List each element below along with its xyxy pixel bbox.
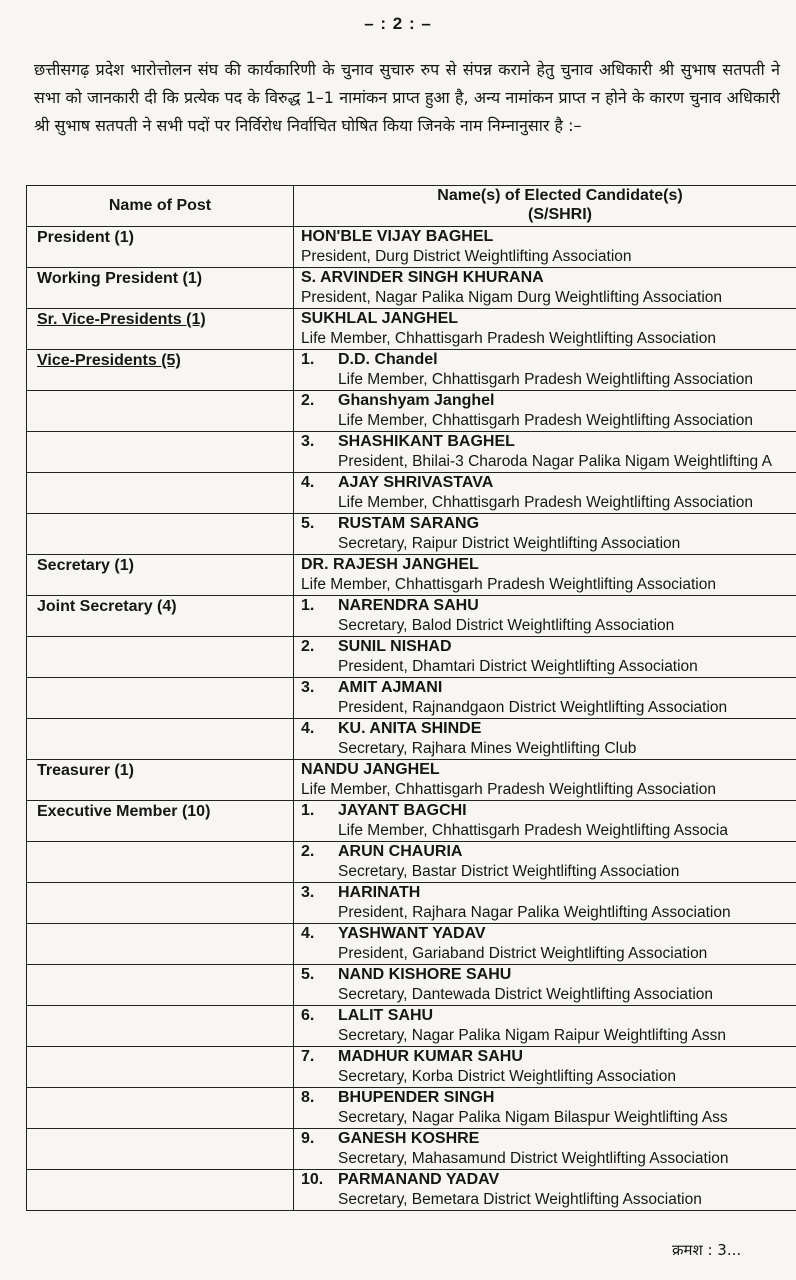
candidate-name: SUKHLAL JANGHEL [301,310,459,327]
candidate-name: NANDU JANGHEL [301,761,440,778]
table-row [27,719,796,760]
table-row [27,473,796,514]
post-cell [27,760,294,801]
candidate-name: HON'BLE VIJAY BAGHEL [301,228,494,245]
table-row [27,842,796,883]
post-cell [27,842,294,883]
header-candidates-line1: Name(s) of Elected Candidate(s) [437,187,683,204]
candidate-name: ARUN CHAURIA [338,843,463,860]
table-row [27,596,796,637]
candidate-name-line [301,719,796,739]
candidate-cell [294,760,796,801]
candidate-name-line [301,1129,796,1149]
candidate-name: MADHUR KUMAR SAHU [338,1048,523,1065]
candidate-designation: Secretary, Bemetara District Weightlifting Association [338,1191,702,1208]
candidate-number: 5. [301,515,315,532]
post-name: Sr. Vice-Presidents (1) [37,311,206,328]
post-name: Working President (1) [37,270,203,287]
table-row [27,760,796,801]
candidate-designation: Life Member, Chhattisgarh Pradesh Weightlifting Association [338,371,753,388]
candidate-cell [294,842,796,883]
post-cell [27,1006,294,1047]
candidate-cell [294,350,796,391]
candidate-name-line [301,555,796,575]
candidate-designation: Secretary, Dantewada District Weightlifting Association [338,986,714,1003]
post-cell [27,555,294,596]
candidate-name-line [301,1088,796,1108]
candidate-number: 3. [301,433,315,450]
intro-paragraph: छत्तीसगढ़ प्रदेश भारोत्तोलन संघ की कार्यकारिणी के चुनाव सुचारु रुप से संपन्न कराने हेतु चुनाव अधिकारी श्री सुभाष सतपती ने सभा को जानकारी दी कि प्रत्येक पद के विरुद्ध 1–1 नामांकन प्राप्त हुआ है, अन्य नामांकन प्राप्त न होने के कारण चुनाव अधिकारी श्री सुभाष सतपती ने सभी पदों पर निर्विरोध निर्वाचित घोषित किया जिनके नाम निम्नानुसार है :– [34,60,780,135]
candidate-designation: Life Member, Chhattisgarh Pradesh Weightlifting Association [301,781,716,798]
candidate-number: 1. [301,597,315,614]
candidate-name-line [301,801,796,821]
candidate-designation: President, Rajhara Nagar Palika Weightlifting Association [338,904,731,921]
candidate-cell [294,1006,796,1047]
candidate-name: SHASHIKANT BAGHEL [338,433,515,450]
candidate-number: 2. [301,392,315,409]
candidate-name: Ghanshyam Janghel [338,392,495,409]
post-cell [27,514,294,555]
candidate-number: 3. [301,884,315,901]
candidate-cell [294,391,796,432]
candidate-name: AJAY SHRIVASTAVA [338,474,494,491]
candidate-name-line [301,432,796,452]
candidate-name-line [301,637,796,657]
elected-candidates-table [26,185,796,1211]
candidate-designation: President, Bhilai-3 Charoda Nagar Palika Nigam Weightlifting A [338,453,772,470]
candidate-cell [294,432,796,473]
candidate-designation: Life Member, Chhattisgarh Pradesh Weightlifting Association [301,576,716,593]
candidate-designation: President, Gariaband District Weightlifting Association [338,945,708,962]
candidate-designation: President, Nagar Palika Nigam Durg Weightlifting Association [301,289,722,306]
header-name-of-post: Name of Post [27,186,294,227]
post-name: Vice-Presidents (5) [37,352,181,369]
candidate-name: NAND KISHORE SAHU [338,966,512,983]
candidate-cell [294,801,796,842]
post-name: Secretary (1) [37,557,134,574]
post-cell [27,309,294,350]
post-cell [27,1088,294,1129]
post-cell [27,227,294,268]
table-row [27,965,796,1006]
candidate-name: SUNIL NISHAD [338,638,452,655]
candidate-number: 9. [301,1130,315,1147]
candidate-designation: Life Member, Chhattisgarh Pradesh Weightlifting Association [338,494,753,511]
candidate-number: 7. [301,1048,315,1065]
candidate-cell [294,596,796,637]
post-cell [27,883,294,924]
candidate-name-line [301,678,796,698]
candidate-cell [294,268,796,309]
candidate-number: 8. [301,1089,315,1106]
candidate-name: RUSTAM SARANG [338,515,480,532]
candidate-name: HARINATH [338,884,421,901]
candidate-cell [294,555,796,596]
candidate-designation: Life Member, Chhattisgarh Pradesh Weightlifting Association [301,330,716,347]
candidate-name-line [301,965,796,985]
candidate-designation: President, Rajnandgaon District Weightlifting Association [338,699,728,716]
candidate-cell [294,719,796,760]
candidate-number: 1. [301,802,315,819]
candidate-number: 4. [301,720,315,737]
candidate-name-line [301,1170,796,1190]
candidate-cell [294,637,796,678]
candidate-designation: Life Member, Chhattisgarh Pradesh Weightlifting Association [338,412,753,429]
table-row [27,1006,796,1047]
candidate-name: PARMANAND YADAV [338,1171,500,1188]
candidate-number: 4. [301,925,315,942]
candidate-number: 2. [301,843,315,860]
candidate-designation: Life Member, Chhattisgarh Pradesh Weightlifting Associa [338,822,728,839]
candidate-designation: Secretary, Balod District Weightlifting Association [338,617,675,634]
table-row [27,1170,796,1211]
candidate-designation: Secretary, Mahasamund District Weightlifting Association [338,1150,729,1167]
table-row [27,924,796,965]
candidate-cell [294,309,796,350]
candidate-cell [294,965,796,1006]
post-cell [27,1047,294,1088]
table-row [27,350,796,391]
table-row [27,801,796,842]
table-row [27,678,796,719]
post-cell [27,678,294,719]
candidate-cell [294,1170,796,1211]
candidate-number: 1. [301,351,315,368]
candidate-name-line [301,842,796,862]
candidate-name-line [301,924,796,944]
candidate-designation: President, Dhamtari District Weightlifting Association [338,658,698,675]
candidate-name: D.D. Chandel [338,351,438,368]
post-name: Treasurer (1) [37,762,134,779]
candidate-name: YASHWANT YADAV [338,925,486,942]
table-row [27,1129,796,1170]
table-row [27,883,796,924]
candidate-name-line [301,309,796,329]
post-cell [27,719,294,760]
candidate-designation: President, Durg District Weightlifting Association [301,248,632,265]
candidate-number: 6. [301,1007,315,1024]
candidate-number: 5. [301,966,315,983]
post-cell [27,350,294,391]
table-row [27,1088,796,1129]
candidate-name: AMIT AJMANI [338,679,443,696]
candidate-designation: Secretary, Nagar Palika Nigam Raipur Weightlifting Assn [338,1027,726,1044]
candidate-name-line [301,350,796,370]
page-number: – : 2 : – [364,14,432,33]
candidate-number: 3. [301,679,315,696]
post-cell [27,924,294,965]
candidate-cell [294,1088,796,1129]
candidate-name: LALIT SAHU [338,1007,434,1024]
candidate-name: DR. RAJESH JANGHEL [301,556,479,573]
candidate-cell [294,924,796,965]
post-name: President (1) [37,229,134,246]
candidate-designation: Secretary, Bastar District Weightlifting Association [338,863,680,880]
table-row [27,637,796,678]
table-row [27,1047,796,1088]
candidate-cell [294,1129,796,1170]
candidate-name: KU. ANITA SHINDE [338,720,482,737]
candidate-cell [294,514,796,555]
post-cell [27,391,294,432]
continued-label: क्रमश : 3... [672,1241,742,1259]
post-cell [27,637,294,678]
candidate-number: 4. [301,474,315,491]
post-cell [27,473,294,514]
candidate-name-line [301,1047,796,1067]
candidate-name-line [301,227,796,247]
post-cell [27,1170,294,1211]
candidate-name: S. ARVINDER SINGH KHURANA [301,269,544,286]
candidate-name: NARENDRA SAHU [338,597,479,614]
post-name: Joint Secretary (4) [37,598,177,615]
candidate-name: BHUPENDER SINGH [338,1089,495,1106]
candidate-name-line [301,391,796,411]
candidate-designation: Secretary, Korba District Weightlifting Association [338,1068,676,1085]
table-row [27,432,796,473]
post-cell [27,268,294,309]
candidate-cell [294,678,796,719]
candidate-cell [294,473,796,514]
post-name: Executive Member (10) [37,803,211,820]
header-elected-candidates [294,186,796,227]
candidate-number: 2. [301,638,315,655]
candidate-name-line [301,883,796,903]
table-row [27,391,796,432]
table-header-row [27,186,796,227]
candidate-number: 10. [301,1171,324,1188]
post-cell [27,596,294,637]
candidate-designation: Secretary, Rajhara Mines Weightlifting Club [338,740,637,757]
table-row [27,309,796,350]
candidate-designation: Secretary, Nagar Palika Nigam Bilaspur Weightlifting Ass [338,1109,728,1126]
candidate-name-line [301,596,796,616]
table-row [27,514,796,555]
candidate-name-line [301,514,796,534]
candidate-cell [294,1047,796,1088]
candidate-name-line [301,760,796,780]
post-cell [27,432,294,473]
candidate-name-line [301,268,796,288]
table-row [27,268,796,309]
candidate-cell [294,883,796,924]
candidate-name: GANESH KOSHRE [338,1130,480,1147]
post-cell [27,1129,294,1170]
candidate-designation: Secretary, Raipur District Weightlifting Association [338,535,681,552]
header-candidates-line2: (S/SHRI) [528,206,592,223]
post-cell [27,965,294,1006]
candidate-cell [294,227,796,268]
candidate-name-line [301,1006,796,1026]
post-cell [27,801,294,842]
candidate-name-line [301,473,796,493]
candidate-name: JAYANT BAGCHI [338,802,467,819]
table-row [27,555,796,596]
table-row [27,227,796,268]
